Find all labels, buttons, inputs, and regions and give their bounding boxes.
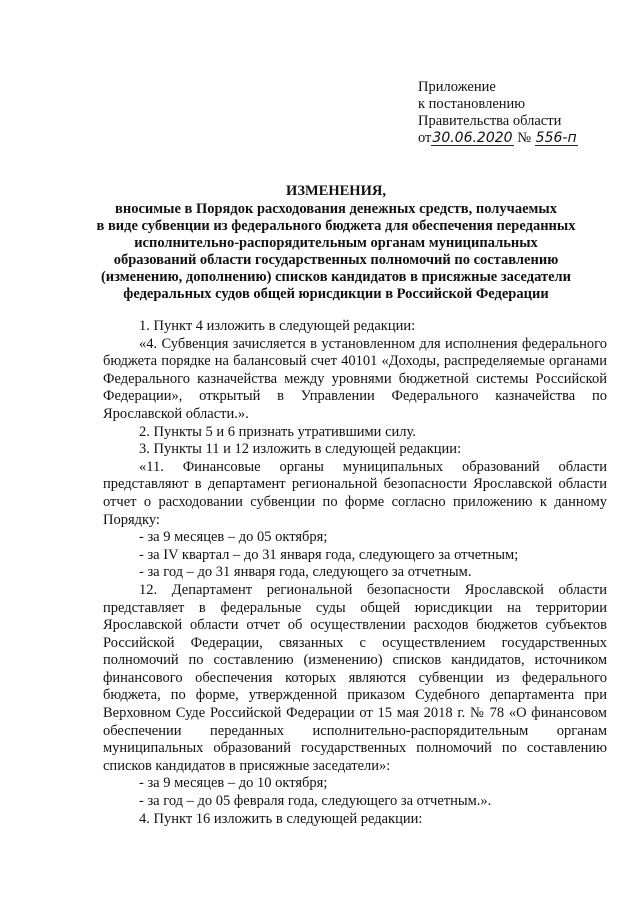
deadline-item: - за 9 месяцев – до 10 октября;	[139, 775, 328, 792]
deadline-item: - за год – до 05 февраля года, следующего за отчетным.».	[139, 793, 492, 810]
title-line: вносимые в Порядок расходования денежных средств, получаемых	[115, 201, 557, 217]
item-3: 3. Пункты 11 и 12 изложить в следующей редакции:	[139, 441, 462, 458]
deadline-item: - за 9 месяцев – до 05 октября;	[139, 529, 328, 546]
paragraph-4-text: «4. Субвенция зачисляется в установленном для исполнения федерального бюджета порядке на балансовый счет 40101 «Доходы, распределяемые органами Федерального казначейства между уровнями бюджетной системы Российской Федерации», открытый в Управлении Федерального казначейства по Ярославской области.».	[103, 335, 607, 422]
attachment-authority: Правительства области	[418, 113, 562, 129]
attachment-date-line	[418, 130, 578, 147]
handwritten-date: 30.06.2020	[432, 130, 513, 146]
item-2: 2. Пункты 5 и 6 признать утратившими силу.	[139, 423, 416, 440]
document-title	[96, 183, 576, 303]
attachment-reference: к постановлению	[418, 96, 526, 112]
attachment-block	[418, 79, 578, 147]
number-prefix: №	[517, 130, 532, 146]
attachment-label: Приложение	[418, 79, 496, 95]
date-prefix: от	[418, 130, 432, 146]
title-line: федеральных судов общей юрисдикции в Российской Федерации	[123, 286, 549, 302]
deadline-item: - за IV квартал – до 31 января года, следующего за отчетным;	[139, 546, 519, 563]
item-4: 4. Пункт 16 изложить в следующей редакции:	[139, 810, 423, 827]
paragraph-11-text: «11. Финансовые органы муниципальных образований области представляют в департамент региональной безопасности Ярославской области отчет о расходовании субвенции по форме согласно приложению к данному Порядку:	[103, 458, 607, 528]
title-line: (изменению, дополнению) списков кандидатов в присяжные заседатели	[100, 269, 572, 285]
title-heading: ИЗМЕНЕНИЯ,	[286, 183, 386, 199]
title-line: исполнительно-распорядительным органам муниципальных	[134, 235, 538, 251]
item-1: 1. Пункт 4 изложить в следующей редакции:	[139, 318, 416, 334]
title-line: образований области государственных полномочий по составлению	[113, 252, 559, 268]
handwritten-number: 556-п	[535, 130, 577, 146]
title-line: в виде субвенции из федерального бюджета для обеспечения переданных	[96, 218, 576, 234]
paragraph-12-text: 12. Департамент региональной безопасности Ярославской области представляет в федеральные суды общей юрисдикции на территории Ярославской области отчет об осуществлении расходов бюджетов субъектов Российской Федерации, связанных с осуществлением государственных полномочий по составлению (изменению) списков кандидатов, источником финансового обеспечения которых являются субвенции из федерального бюджета, по форме, утвержденной приказом Судебного департамента при Верховном Суде Российской Федерации от 15 мая 2018 г. № 78 «О финансовом обеспечении переданных исполнительно-распорядительным органам муниципальных образований государственных полномочий по составлению списков кандидатов в присяжные заседатели»:	[103, 581, 607, 774]
document-body	[103, 318, 607, 828]
deadline-item: - за год – до 31 января года, следующего за отчетным.	[139, 564, 472, 581]
